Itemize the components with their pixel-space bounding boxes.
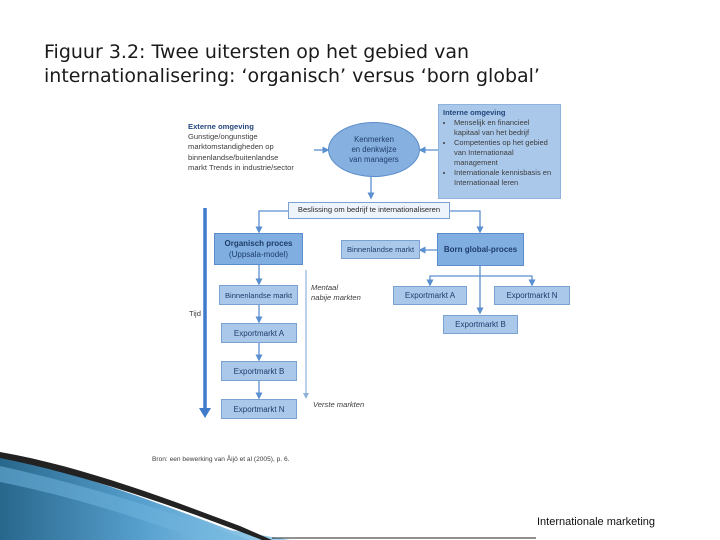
organisch-proces-title: Organisch proces [224, 239, 293, 248]
bron-text: Bron: een bewerking van Åijö et al (2005), p. 6. [152, 456, 290, 463]
externe-line: marktomstandigheden op [188, 142, 274, 152]
slide-title-line-1: Figuur 3.2: Twee uitersten op het gebied van [44, 41, 470, 63]
exportmarkt-b-label: Exportmarkt B [233, 366, 285, 376]
externe-line: markt Trends in industrie/sector [188, 162, 294, 172]
externe-line: binnenlandse/buitenlandse [188, 152, 279, 162]
mentaal-line: nabije markten [311, 293, 361, 302]
exportmarkt-n-label: Exportmarkt N [233, 404, 285, 414]
kenmerken-line: Kenmerken [354, 134, 394, 144]
kenmerken-line: van managers [349, 154, 399, 164]
externe-omgeving-heading: Externe omgeving [188, 122, 254, 131]
tijd-text: Tijd [189, 309, 201, 318]
organisch-proces-subtitle: (Uppsala-model) [228, 250, 289, 259]
footer-label: Internationale marketing [537, 516, 656, 528]
externe-line: Gunstige/ongunstige [188, 132, 258, 142]
interne-item: • Menselijk en financieel kapitaal van het bedrijf [454, 118, 557, 138]
born-global-label: Born global-proces [443, 245, 518, 254]
bg-exportmarkt-b-label: Exportmarkt B [455, 320, 506, 329]
slide-title-line-2: internationalisering: ‘organisch’ versus ‘born global’ [44, 65, 540, 87]
verste-markten-text: Verste markten [313, 400, 365, 409]
bg-exportmarkt-n-label: Exportmarkt N [506, 291, 558, 300]
interne-omgeving-heading: Interne omgeving [443, 108, 506, 117]
bg-exportmarkt-a-label: Exportmarkt A [404, 291, 456, 300]
binnenlandse-markt-left-label: Binnenlandse markt [224, 290, 293, 300]
beslissing-label: Beslissing om bedrijf te internationaliseren [297, 205, 441, 215]
interne-item: • Competenties op het gebied van Internationaal management [454, 138, 557, 168]
kenmerken-line: en denkwijze [351, 144, 397, 154]
interne-item: • Internationale kennisbasis en Internationaal leren [454, 168, 557, 188]
exportmarkt-a-label: Exportmarkt A [233, 328, 285, 338]
binnenlandse-markt-right-label: Binnenlandse markt [346, 245, 415, 254]
mentaal-line: Mentaal [311, 283, 339, 292]
